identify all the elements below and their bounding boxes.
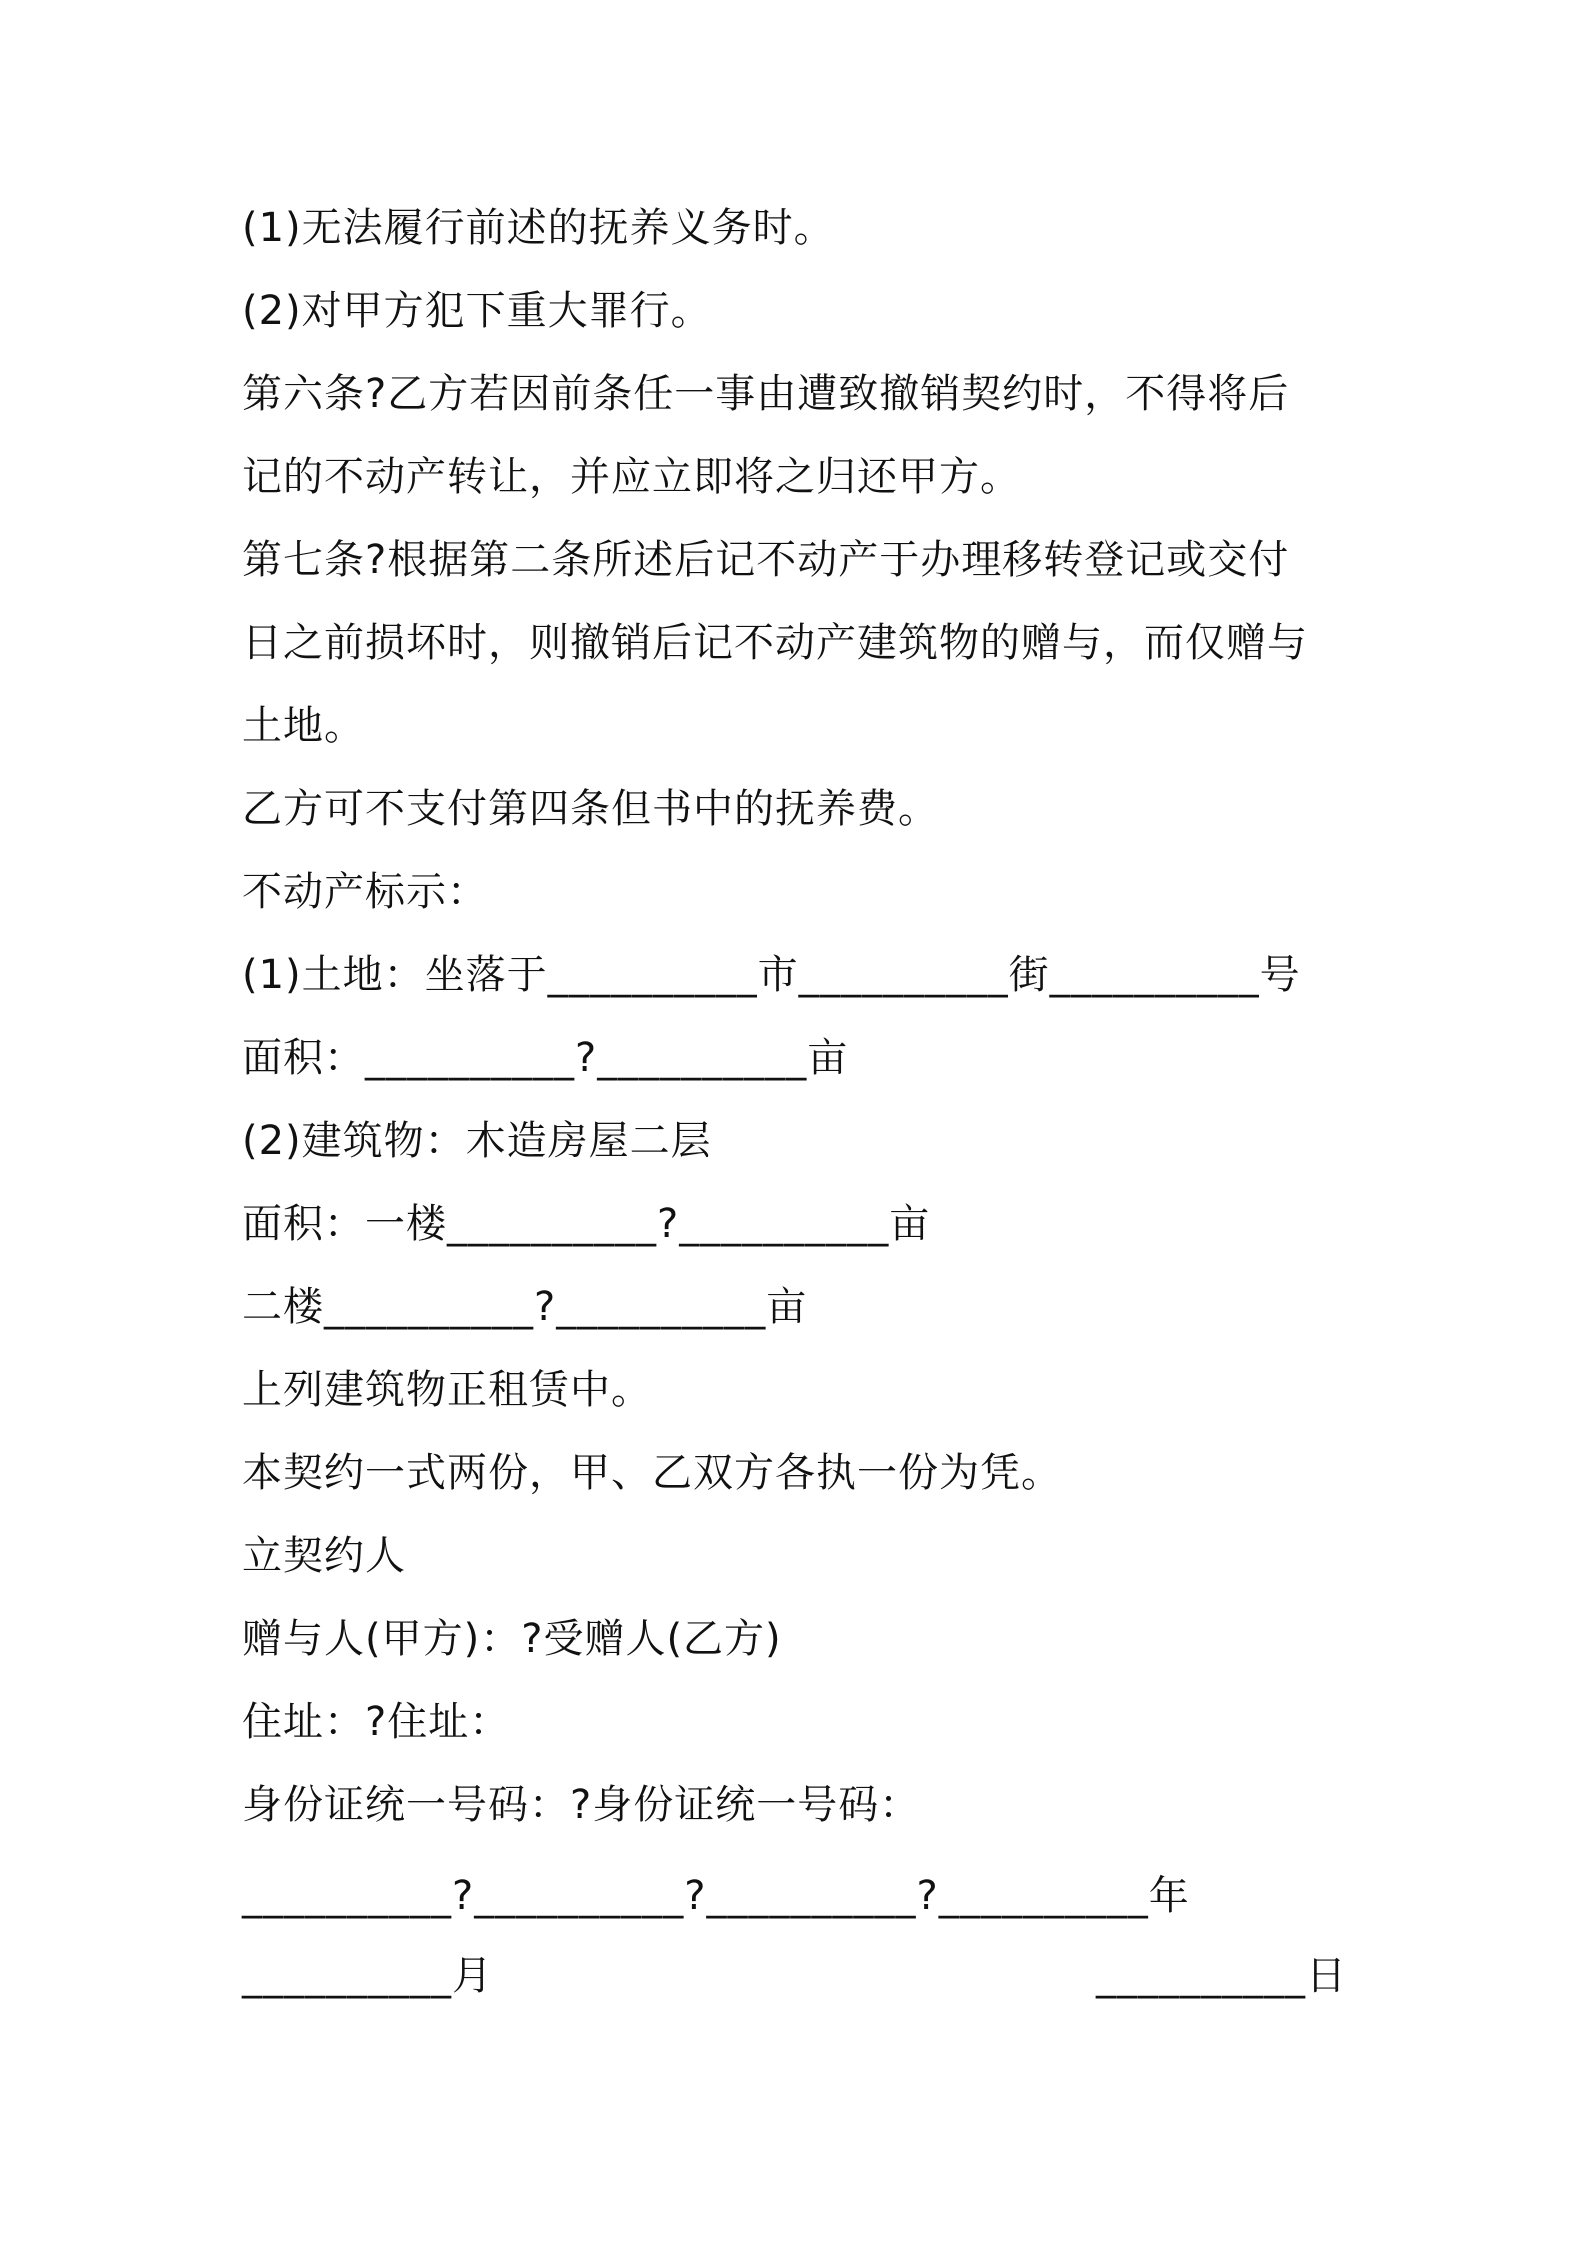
address-line: 住址：?住址： <box>242 1699 511 1745</box>
clause-item-1: (1)无法履行前述的抚养义务时。 <box>242 205 835 251</box>
article-7-line-1: 第七条?根据第二条所述后记不动产于办理移转登记或交付 <box>242 537 1290 583</box>
date-year-line: __________?__________?__________?__________年 <box>242 1873 1190 1919</box>
article-6-line-2: 记的不动产转让，并应立即将之归还甲方。 <box>242 454 1021 500</box>
building-area-floor-2: 二楼__________?__________亩 <box>242 1284 808 1330</box>
building-area-floor-1: 面积：一楼__________?__________亩 <box>242 1201 931 1247</box>
land-area: 面积：__________?__________亩 <box>242 1035 849 1081</box>
signatories-heading: 立契约人 <box>242 1533 406 1579</box>
copies-note: 本契约一式两份，甲、乙双方各执一份为凭。 <box>242 1450 1062 1496</box>
parties-line: 赠与人(甲方)：?受赠人(乙方) <box>242 1616 782 1662</box>
date-month: __________月 <box>242 1953 493 1999</box>
clause-item-2: (2)对甲方犯下重大罪行。 <box>242 288 712 334</box>
article-7-line-3: 土地。 <box>242 703 365 749</box>
lease-note: 上列建筑物正租赁中。 <box>242 1367 652 1413</box>
article-6-line-1: 第六条?乙方若因前条任一事由遭致撤销契约时，不得将后 <box>242 371 1290 417</box>
property-heading: 不动产标示： <box>242 869 488 915</box>
article-7-line-2: 日之前损坏时，则撤销后记不动产建筑物的赠与，而仅赠与 <box>242 620 1308 666</box>
support-fee-note: 乙方可不支付第四条但书中的抚养费。 <box>242 786 939 832</box>
building-description: (2)建筑物：木造房屋二层 <box>242 1118 712 1164</box>
land-location: (1)土地：坐落于__________市__________街__________号 <box>242 952 1301 998</box>
date-day: __________日 <box>1096 1953 1347 1999</box>
id-number-line: 身份证统一号码：?身份证统一号码： <box>242 1782 921 1828</box>
